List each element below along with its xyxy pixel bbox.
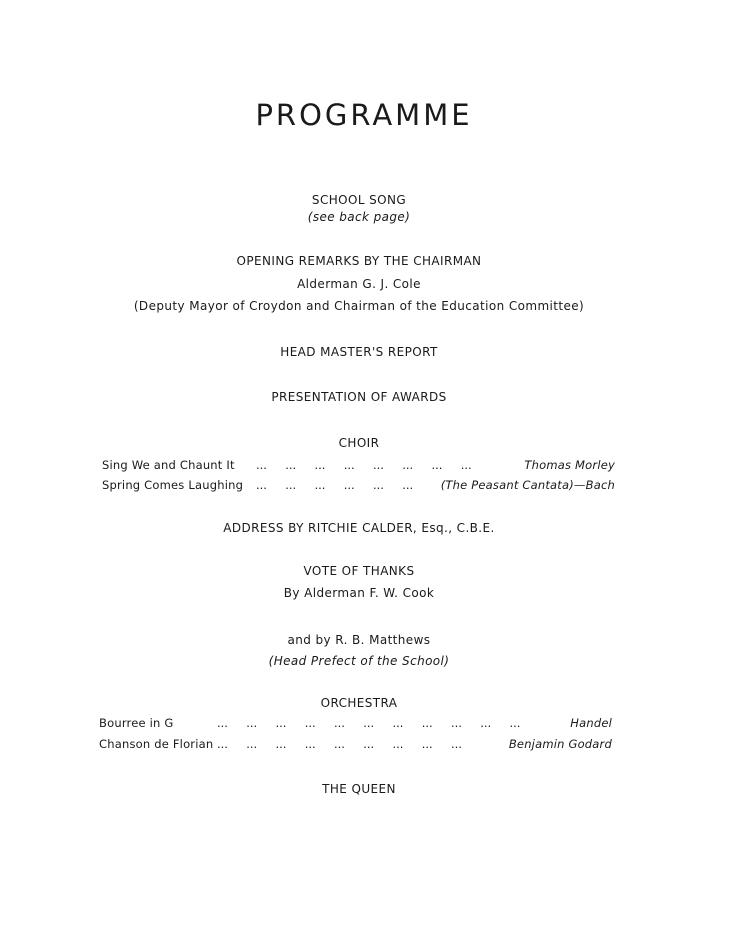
- chairman-name: Alderman G. J. Cole: [297, 277, 421, 291]
- choir-item-composer: (The Peasant Cantata)—Bach: [440, 478, 615, 492]
- presentation-of-awards-heading: PRESENTATION OF AWARDS: [271, 390, 447, 404]
- leader-dots: ... ... ... ... ... ... ... ...: [256, 458, 472, 472]
- choir-item-composer: Thomas Morley: [524, 458, 615, 472]
- the-queen-heading: THE QUEEN: [322, 782, 396, 796]
- choir-item-title: Sing We and Chaunt It: [102, 458, 235, 472]
- orchestra-heading: ORCHESTRA: [320, 696, 398, 710]
- orchestra-item-title: Bourree in G: [99, 716, 174, 730]
- thanks-line-1: By Alderman F. W. Cook: [283, 586, 435, 600]
- choir-heading: CHOIR: [338, 436, 380, 450]
- leader-dots: ... ... ... ... ... ... ... ... ... ... ...: [217, 716, 521, 730]
- school-song-heading: SCHOOL SONG: [311, 193, 407, 207]
- thanks-line-2: and by R. B. Matthews: [287, 633, 431, 647]
- school-song-note: (see back page): [307, 210, 411, 224]
- page-title: PROGRAMME: [255, 98, 473, 132]
- vote-of-thanks-heading: VOTE OF THANKS: [303, 564, 415, 578]
- orchestra-item-composer: Benjamin Godard: [508, 737, 612, 751]
- thanks-line-3: (Head Prefect of the School): [268, 654, 450, 668]
- leader-dots: ... ... ... ... ... ...: [256, 478, 414, 492]
- orchestra-item-composer: Handel: [570, 716, 612, 730]
- opening-remarks-heading: OPENING REMARKS BY THE CHAIRMAN: [236, 254, 482, 268]
- chairman-role: (Deputy Mayor of Croydon and Chairman of the Education Committee): [133, 299, 585, 313]
- head-master-report-heading: HEAD MASTER'S REPORT: [280, 345, 438, 359]
- choir-item-title: Spring Comes Laughing: [102, 478, 244, 492]
- address-heading: ADDRESS BY RITCHIE CALDER, Esq., C.B.E.: [223, 521, 495, 535]
- leader-dots: ... ... ... ... ... ... ... ... ...: [217, 737, 462, 751]
- orchestra-item-title: Chanson de Florian: [99, 737, 214, 751]
